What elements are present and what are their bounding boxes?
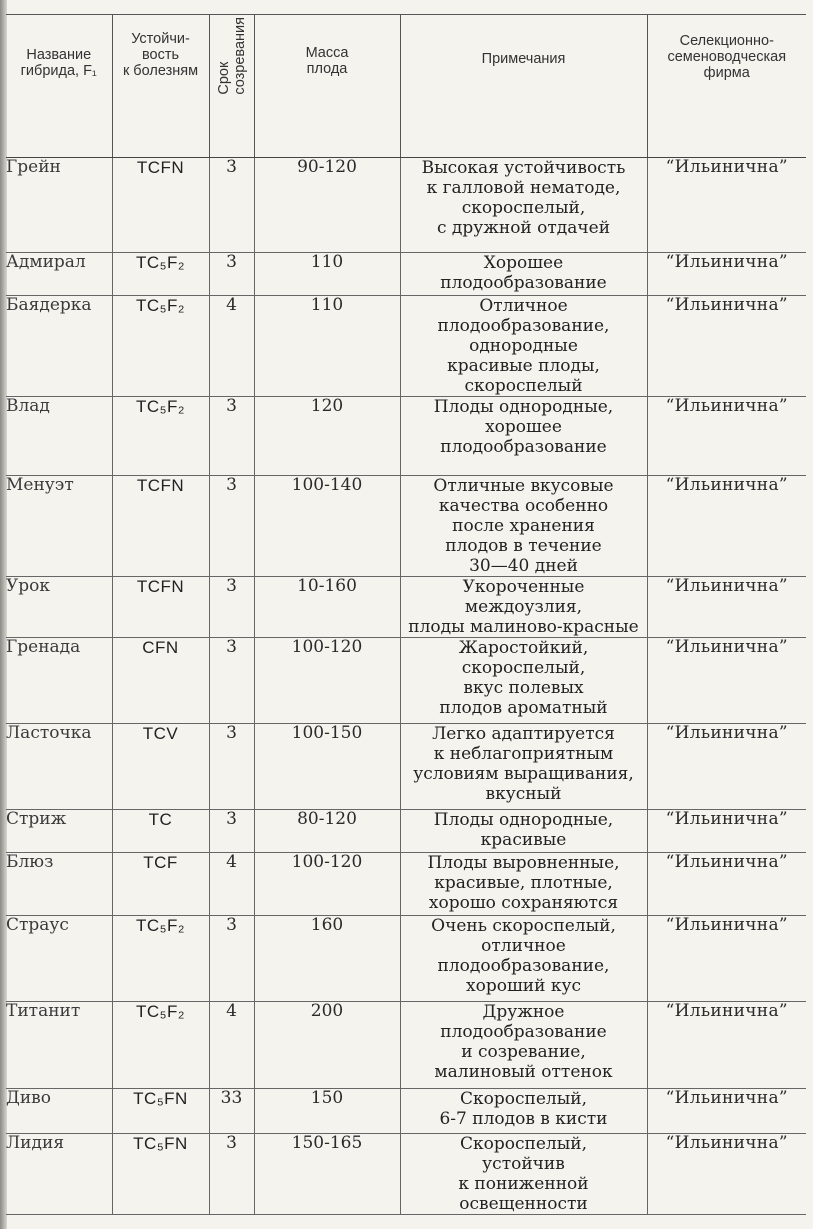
cell-hybrid-name: Баядерка [6, 296, 112, 397]
cell-resistance: TC₅F₂ [112, 253, 209, 296]
table-header-row [6, 15, 806, 158]
cell-hybrid-name: Урок [6, 577, 112, 638]
cell-firm: “Ильинична” [647, 1002, 806, 1089]
cell-notes [400, 916, 647, 1002]
cell-fruit-mass: 110 [254, 296, 400, 397]
cell-resistance: TC [112, 810, 209, 853]
table-row [6, 724, 806, 810]
cell-ripening-term: 3 [209, 724, 254, 810]
cell-resistance: CFN [112, 638, 209, 724]
cell-ripening-term: 3 [209, 158, 254, 253]
cell-notes [400, 1134, 647, 1215]
note-line: отличное [481, 936, 566, 956]
note-line: вкусный [485, 784, 562, 804]
cell-hybrid-name: Титанит [6, 1002, 112, 1089]
cell-fruit-mass: 120 [254, 397, 400, 476]
cell-notes [400, 476, 647, 577]
note-line: Плоды однородные, [433, 397, 614, 417]
cell-firm: “Ильинична” [647, 853, 806, 916]
cell-notes [400, 724, 647, 810]
cell-hybrid-name: Страус [6, 916, 112, 1002]
note-line: однородные [469, 336, 578, 356]
table-row [6, 253, 806, 296]
table-row [6, 638, 806, 724]
note-line: плоды малиново-красные [408, 617, 639, 637]
note-line: Плоды выровненные, [427, 853, 620, 873]
cell-fruit-mass: 100-120 [254, 853, 400, 916]
note-line: плодообразование [440, 273, 607, 293]
note-line: плодообразование [440, 437, 607, 457]
cell-firm: “Ильинична” [647, 1089, 806, 1134]
note-line: освещенности [459, 1194, 588, 1214]
note-line: к неблагоприятным [433, 744, 614, 764]
table-row [6, 1089, 806, 1134]
note-line: малиновый оттенок [434, 1062, 613, 1082]
cell-ripening-term: 4 [209, 296, 254, 397]
cell-notes [400, 1002, 647, 1089]
cell-resistance: TC₅F₂ [112, 296, 209, 397]
cell-hybrid-name: Гренада [6, 638, 112, 724]
table-row [6, 296, 806, 397]
note-line: Отличное [479, 296, 568, 316]
cell-fruit-mass: 90-120 [254, 158, 400, 253]
note-line: Укороченные [462, 577, 585, 597]
table-row [6, 916, 806, 1002]
cell-notes [400, 296, 647, 397]
cell-firm: “Ильинична” [647, 577, 806, 638]
cell-fruit-mass: 10-160 [254, 577, 400, 638]
table-row [6, 1134, 806, 1215]
table-row [6, 476, 806, 577]
cell-resistance: TCFN [112, 476, 209, 577]
table-row [6, 810, 806, 853]
note-line: Скороспелый, [460, 1089, 587, 1109]
table-row [6, 1002, 806, 1089]
cell-ripening-term: 3 [209, 577, 254, 638]
table-row [6, 577, 806, 638]
note-line: Жаростойкий, [458, 638, 589, 658]
cell-resistance: TC₅FN [112, 1134, 209, 1215]
cell-fruit-mass: 150 [254, 1089, 400, 1134]
header-ripening-term: Срок созревания [209, 15, 254, 158]
cell-resistance: TCFN [112, 158, 209, 253]
cell-notes [400, 158, 647, 253]
note-line: вкус полевых [463, 678, 584, 698]
table-row [6, 158, 806, 253]
note-line: скороспелый, [461, 658, 586, 678]
header-resistance: Устойчи- вость к болезням [112, 15, 209, 158]
cell-fruit-mass: 160 [254, 916, 400, 1002]
cell-firm: “Ильинична” [647, 810, 806, 853]
note-line: условиям выращивания, [413, 764, 634, 784]
cell-ripening-term: 3 [209, 397, 254, 476]
cell-resistance: TC₅F₂ [112, 1002, 209, 1089]
header-notes: Примечания [400, 15, 647, 158]
note-line: Хорошее [483, 253, 564, 273]
cell-fruit-mass: 80-120 [254, 810, 400, 853]
note-line: Дружное [482, 1002, 565, 1022]
cell-fruit-mass: 100-140 [254, 476, 400, 577]
note-line: после хранения [452, 516, 595, 536]
cell-ripening-term: 4 [209, 853, 254, 916]
note-line: к пониженной [458, 1174, 589, 1194]
cell-hybrid-name: Грейн [6, 157, 61, 177]
note-line: скороспелый [464, 376, 583, 396]
cell-fruit-mass: 100-150 [254, 724, 400, 810]
cell-fruit-mass: 100-120 [254, 638, 400, 724]
cell-hybrid-name: Блюз [6, 853, 112, 916]
note-line: хороший кус [466, 976, 581, 996]
header-fruit-mass: Масса плода [254, 15, 400, 158]
header-name: Название гибрида, F₁ [6, 15, 112, 158]
cell-notes [400, 1089, 647, 1134]
cell-ripening-term: 3 [209, 476, 254, 577]
cell-resistance: TCV [112, 724, 209, 810]
note-line: Отличные вкусовые [433, 476, 614, 496]
cell-hybrid-name: Менуэт [6, 476, 112, 577]
cell-ripening-term: 4 [209, 1002, 254, 1089]
note-line: хорошее [485, 417, 562, 437]
cell-resistance: TC₅F₂ [112, 916, 209, 1002]
note-line: качества особенно [438, 496, 609, 516]
note-line: плодообразование, [437, 956, 610, 976]
note-line: плодов ароматный [439, 698, 608, 718]
note-line: и созревание, [461, 1042, 586, 1062]
cell-hybrid-name: Лидия [6, 1134, 112, 1215]
cell-hybrid-name: Влад [6, 397, 112, 476]
cell-firm: “Ильинична” [647, 397, 806, 476]
cell-fruit-mass: 200 [254, 1002, 400, 1089]
cell-ripening-term: 3 [209, 1134, 254, 1215]
cell-firm: “Ильинична” [647, 916, 806, 1002]
cell-fruit-mass: 110 [254, 253, 400, 296]
note-line: красивые плоды, [447, 356, 600, 376]
cell-fruit-mass: 150-165 [254, 1134, 400, 1215]
cell-hybrid-name: Стриж [6, 810, 112, 853]
note-line: 6-7 плодов в кисти [439, 1109, 608, 1129]
cell-hybrid-name: Адмирал [6, 253, 112, 296]
cell-firm: “Ильинична” [647, 476, 806, 577]
cell-ripening-term: 33 [209, 1089, 254, 1134]
table-row [6, 853, 806, 916]
note-line: Скороспелый, [460, 1134, 587, 1154]
cell-firm: “Ильинична” [647, 158, 806, 253]
cell-resistance: TCFN [112, 577, 209, 638]
cell-ripening-term: 3 [209, 253, 254, 296]
cell-ripening-term: 3 [209, 810, 254, 853]
header-firm: Селекционно- семеноводческая фирма [647, 15, 806, 158]
cell-notes [400, 253, 647, 296]
cell-notes [400, 853, 647, 916]
note-line: с дружной отдачей [436, 218, 611, 238]
cell-resistance: TCF [112, 853, 209, 916]
cell-ripening-term: 3 [209, 916, 254, 1002]
cell-firm: “Ильинична” [647, 724, 806, 810]
note-line: Легко адаптируется [432, 724, 615, 744]
note-line: хорошо сохраняются [428, 893, 619, 913]
cell-notes [400, 810, 647, 853]
cell-resistance: TC₅FN [112, 1089, 209, 1134]
note-line: Высокая устойчивость [421, 158, 626, 178]
note-line: устойчив [482, 1154, 565, 1174]
cell-hybrid-name: Ласточка [6, 724, 112, 810]
note-line: междоузлия, [464, 597, 583, 617]
note-line: плодообразование [440, 1022, 607, 1042]
cell-resistance: TC₅F₂ [112, 397, 209, 476]
cell-firm: “Ильинична” [647, 1134, 806, 1215]
note-line: плодообразование, [437, 316, 610, 336]
note-line: красивые, плотные, [434, 873, 613, 893]
table-row [6, 397, 806, 476]
cell-notes [400, 397, 647, 476]
cell-notes [400, 577, 647, 638]
cell-ripening-term: 3 [209, 638, 254, 724]
note-line: к галловой нематоде, [426, 178, 621, 198]
note-line: скороспелый, [461, 198, 586, 218]
cell-notes [400, 638, 647, 724]
cell-firm: “Ильинична” [647, 253, 806, 296]
note-line: красивые [480, 830, 567, 850]
hybrid-table [6, 14, 806, 1215]
cell-firm: “Ильинична” [647, 296, 806, 397]
note-line: плодов в течение [445, 536, 602, 556]
cell-firm: “Ильинична” [647, 638, 806, 724]
note-line: 30—40 дней [469, 556, 578, 576]
cell-hybrid-name: Диво [6, 1089, 112, 1134]
note-line: Очень скороспелый, [431, 916, 616, 936]
note-line: Плоды однородные, [433, 810, 614, 830]
